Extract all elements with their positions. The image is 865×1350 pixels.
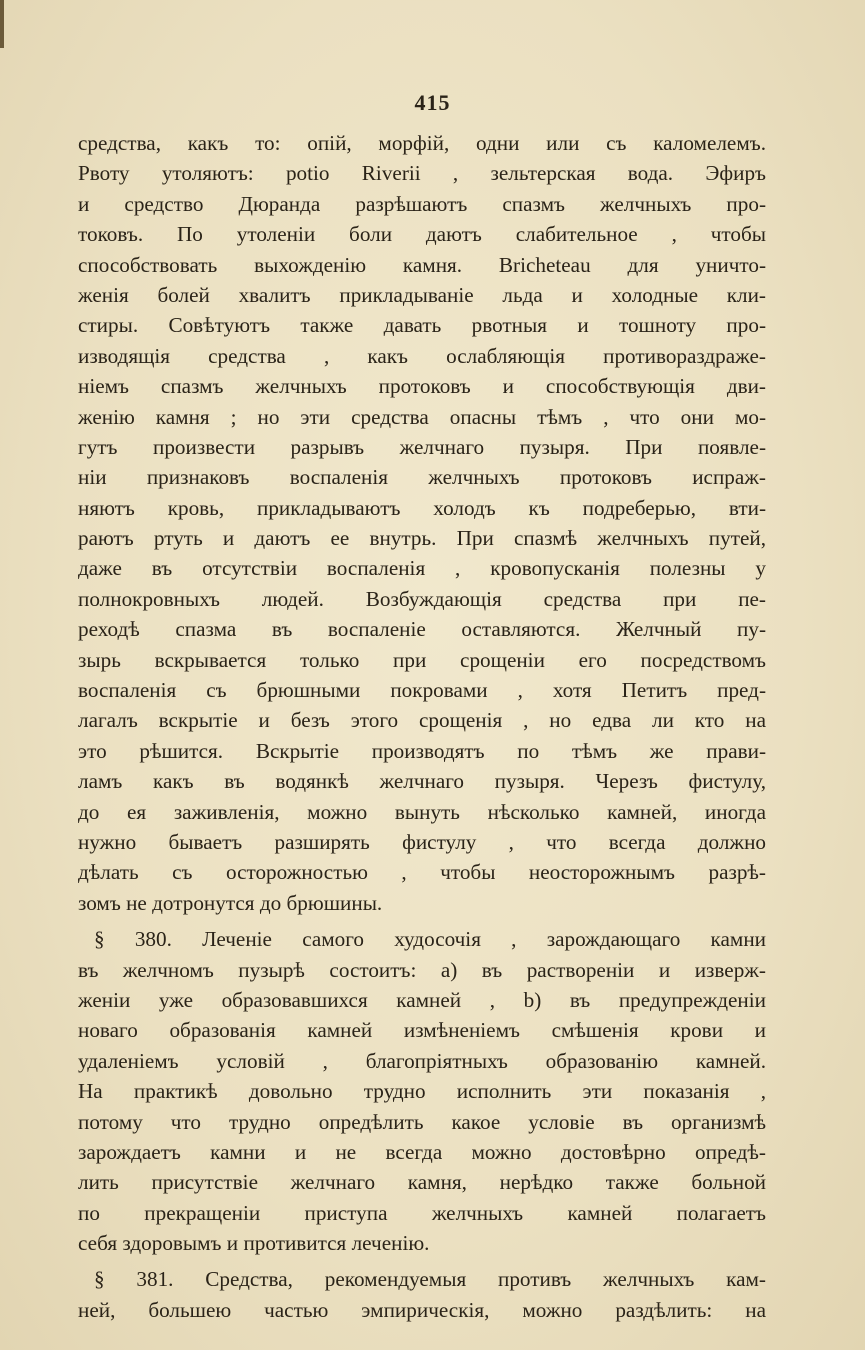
text-line: удаленіемъ условій , благопріятныхъ образованію камней. — [78, 1048, 766, 1073]
text-line: въ желчномъ пузырѣ состоитъ: a) въ раствореніи и изверж- — [78, 957, 766, 982]
text-line: ней, большею частью эмпирическія, можно раздѣлить: на — [78, 1297, 766, 1322]
text-line: полнокровныхъ людей. Возбуждающія средства при пе- — [78, 586, 766, 611]
text-line: даже въ отсутствіи воспаленія , кровопусканія полезны у — [78, 556, 766, 581]
text-line: раютъ ртуть и даютъ ее внутрь. При спазмѣ желчныхъ путей, — [78, 526, 766, 551]
text-line: лить присутствіе желчнаго камня, нерѣдко также больной — [78, 1170, 766, 1195]
text-line: способствовать выхожденію камня. Bricheteau для уничто- — [78, 252, 766, 277]
text-line: ламъ какъ въ водянкѣ желчнаго пузыря. Черезъ фистулу, — [78, 769, 766, 794]
text-line: реходѣ спазма въ воспаленіе оставляются. Желчный пу- — [78, 617, 766, 642]
paragraph-section-381 — [78, 1264, 766, 1325]
text-line: воспаленія съ брюшными покровами , хотя Петитъ пред- — [78, 678, 766, 703]
text-line: § 381. Средства, рекомендуемыя противъ желчныхъ кам- — [94, 1267, 766, 1292]
paragraph-treatment-continued — [78, 128, 766, 918]
text-line: это рѣшится. Вскрытіе производятъ по тѣмъ же прави- — [78, 738, 766, 763]
text-line: токовъ. По утоленіи боли даютъ слабительное , чтобы — [78, 222, 766, 247]
page-number: 415 — [414, 90, 451, 115]
text-line: до ея заживленія, можно вынуть нѣсколько камней, иногда — [78, 799, 766, 824]
text-line: женія болей хвалитъ прикладываніе льда и холодные кли- — [78, 282, 766, 307]
binding-edge-mark — [0, 0, 4, 48]
text-line: и средство Дюранда разрѣшаютъ спазмъ желчныхъ про- — [78, 191, 766, 216]
text-line: нужно бываетъ разширять фистулу , что всегда должно — [78, 829, 766, 854]
text-line: по прекращеніи приступа желчныхъ камней полагаетъ — [78, 1200, 766, 1225]
text-line: женіи уже образовавшихся камней , b) въ предупрежденіи — [78, 987, 766, 1012]
text-line: зырь вскрывается только при срощеніи его посредствомъ — [78, 647, 766, 672]
text-line: На практикѣ довольно трудно исполнить эти показанія , — [78, 1079, 766, 1104]
text-line: зарождаетъ камни и не всегда можно достовѣрно опредѣ- — [78, 1139, 766, 1164]
text-line: гутъ произвести разрывъ желчнаго пузыря. При появле- — [78, 434, 766, 459]
text-line: ніемъ спазмъ желчныхъ протоковъ и способствующія дви- — [78, 374, 766, 399]
text-line: ніи признаковъ воспаленія желчныхъ протоковъ испраж- — [78, 465, 766, 490]
text-line: § 380. Леченіе самого худосочія , зарождающаго камни — [94, 927, 766, 952]
paragraph-section-380 — [78, 924, 766, 1258]
text-line: дѣлать съ осторожностью , чтобы неосторожнымъ разрѣ- — [78, 860, 766, 885]
text-line: женію камня ; но эти средства опасны тѣмъ , что они мо- — [78, 404, 766, 429]
text-line: лагалъ вскрытіе и безъ этого срощенія , но едва ли кто на — [78, 708, 766, 733]
text-line: потому что трудно опредѣлить какое условіе въ организмѣ — [78, 1109, 766, 1134]
text-line: средства, какъ то: опій, морфій, одни или съ каломелемъ. — [78, 131, 766, 155]
text-line: новаго образованія камней измѣненіемъ смѣшенія крови и — [78, 1018, 766, 1043]
text-line: себя здоровымъ и противится леченію. — [78, 1231, 430, 1256]
text-line: стиры. Совѣтуютъ также давать рвотныя и тошноту про- — [78, 313, 766, 338]
body-text — [78, 128, 766, 1325]
text-line: изводящія средства , какъ ослабляющія противораздраже- — [78, 343, 766, 368]
text-line: няютъ кровь, прикладываютъ холодъ къ подреберью, вти- — [78, 495, 766, 520]
text-line: зомъ не дотронутся до брюшины. — [78, 890, 383, 915]
text-line: Рвоту утоляютъ: potio Riverii , зельтерская вода. Эфиръ — [78, 161, 766, 186]
